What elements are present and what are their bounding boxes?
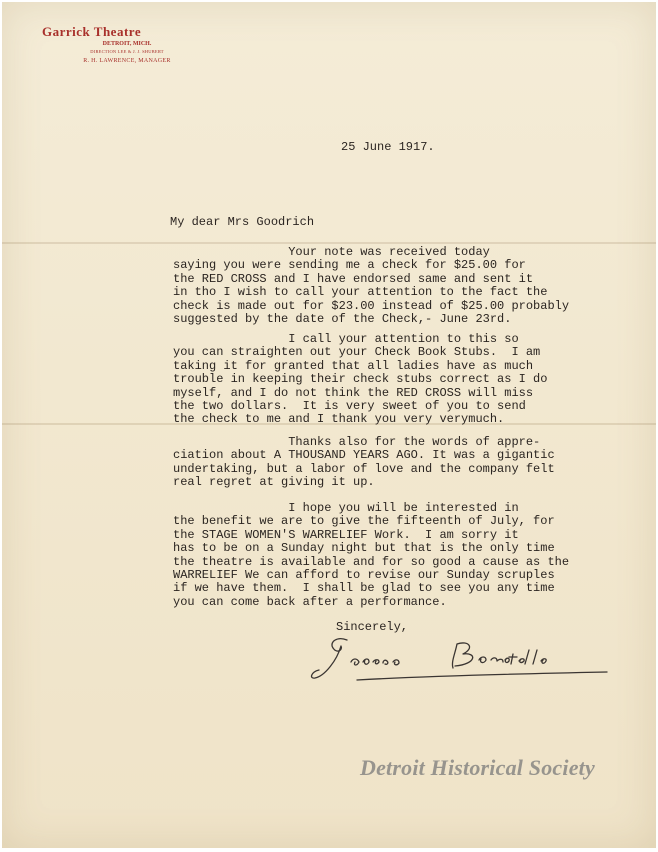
letter-paragraph: I hope you will be interested in the benefit we are to give the fifteenth of July, for the STAGE WOMEN'S WARRELIEF Work. I am sorry it has to be on a Sunday night but that is the only time the theatre is available and for so good a cause as the WARRELIEF We can afford to revise our Sunday scruples if we have them. I shall be glad to see you any time you can come back after a performance.: [173, 501, 570, 609]
letterhead: [42, 24, 212, 64]
letter-date: 25 June 1917.: [341, 140, 435, 154]
letterhead-direction: DIRECTION LEE & J. J. SHUBERT: [90, 49, 164, 54]
letter-paragraph: Thanks also for the words of appre- ciation about A THOUSAND YEARS AGO. It was a gigantic undertaking, but a labor of love and the company felt real regret at giving it up.: [173, 435, 555, 490]
letter-closing: Sincerely,: [336, 620, 409, 634]
letter-paragraph: Your note was received today saying you were sending me a check for $25.00 for the RED CROSS and I have endorsed same and sent it in tho I wish to call your attention to the fact the check is made out for $23.00 instead of $25.00 probably suggested by the date of the Check,- June 23rd.: [173, 245, 570, 327]
letter-page: [2, 2, 656, 848]
letterhead-title: Garrick Theatre: [42, 24, 142, 39]
handwritten-signature: [307, 632, 617, 692]
letter-salutation: My dear Mrs Goodrich: [170, 215, 315, 229]
watermark-text: Detroit Historical Society: [360, 755, 595, 780]
letterhead-city: DETROIT, MICH.: [102, 41, 152, 47]
paper-fold-line: [2, 242, 656, 244]
letter-paragraph: I call your attention to this so you can straighten out your Check Book Stubs. I am taking it for granted that all ladies have as much trouble in keeping their check stubs correct as I do myself, and I do not think the RED CROSS will miss the two dollars. It is very sweet of you to send the check to me and I thank you very verymuch.: [173, 332, 548, 427]
letterhead-manager: R. H. LAWRENCE, MANAGER: [83, 58, 171, 64]
